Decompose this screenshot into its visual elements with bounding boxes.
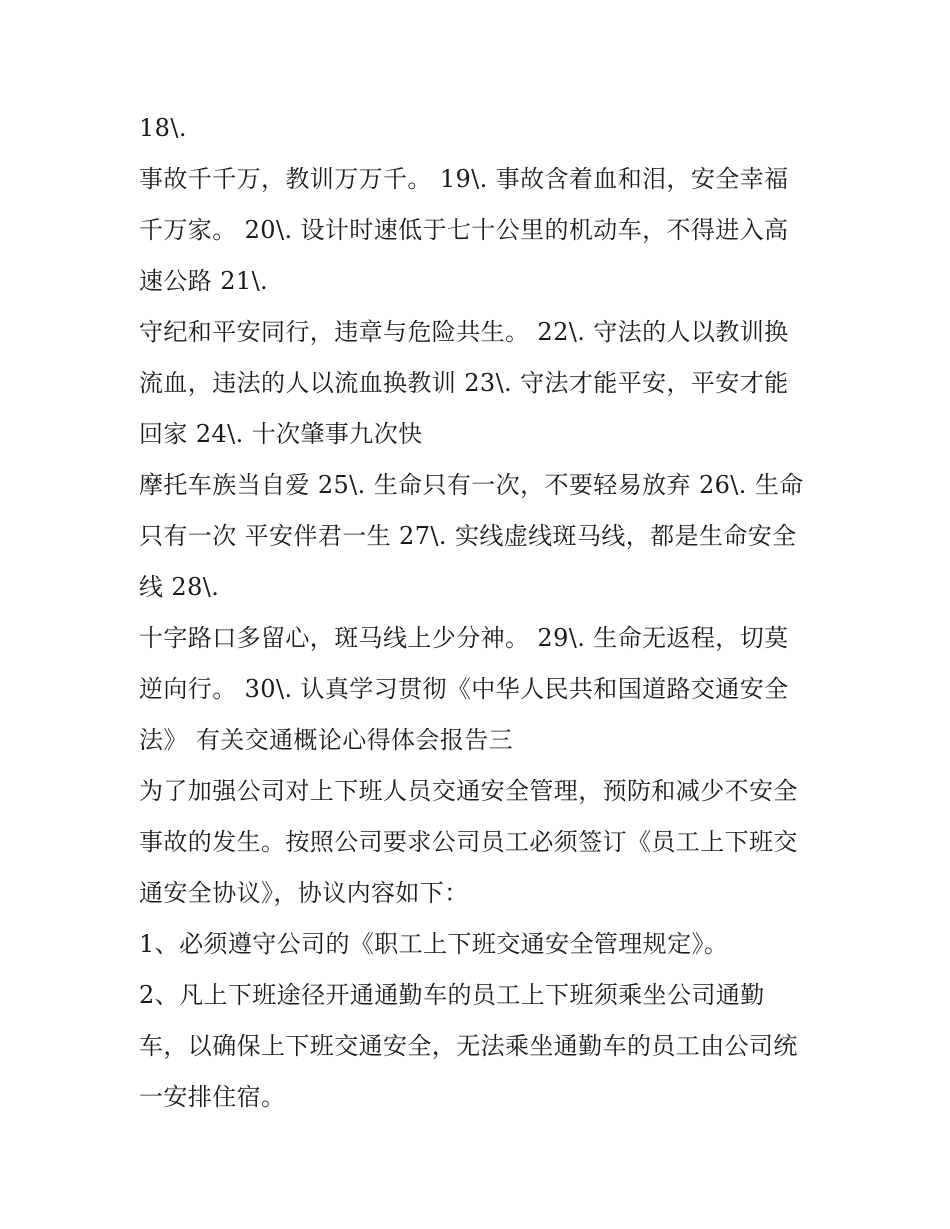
text-line: 车，以确保上下班交通安全，无法乘坐通勤车的员工由公司统 [139, 1032, 798, 1060]
text-line: 摩托车族当自爱 25\. 生命只有一次，不要轻易放弃 26\. 生命 [139, 471, 804, 499]
text-line: 通安全协议》，协议内容如下： [139, 879, 469, 907]
text-line: 1、必须遵守公司的《职工上下班交通安全管理规定》。 [139, 930, 729, 958]
text-line: 为了加强公司对上下班人员交通安全管理，预防和减少不安全 [139, 777, 798, 805]
text-line: 千万家。 20\. 设计时速低于七十公里的机动车，不得进入高 [139, 216, 789, 244]
text-line: 一安排住宿。 [139, 1083, 286, 1111]
text-line: 事故的发生。按照公司要求公司员工必须签订《员工上下班交 [139, 828, 798, 856]
text-line: 回家 24\. 十次肇事九次快 [139, 420, 423, 448]
text-line: 事故千千万，教训万万千。 19\. 事故含着血和泪，安全幸福 [139, 165, 789, 193]
text-line: 只有一次 平安伴君一生 27\. 实线虚线斑马线，都是生命安全 [139, 522, 797, 550]
document-body [139, 103, 839, 1123]
text-line: 18\. [139, 114, 187, 142]
text-line: 守纪和平安同行，违章与危险共生。 22\. 守法的人以教训换 [139, 318, 789, 346]
text-line: 法》 有关交通概论心得体会报告三 [139, 726, 514, 754]
text-line: 流血，违法的人以流血换教训 23\. 守法才能平安，平安才能 [139, 369, 789, 397]
text-line: 逆向行。 30\. 认真学习贯彻《中华人民共和国道路交通安全 [139, 675, 789, 703]
text-line: 速公路 21\. [139, 267, 269, 295]
text-line: 2、凡上下班途径开通通勤车的员工上下班须乘坐公司通勤 [139, 981, 765, 1009]
text-line: 十字路口多留心，斑马线上少分神。 29\. 生命无返程，切莫 [139, 624, 789, 652]
text-line: 线 28\. [139, 573, 220, 601]
